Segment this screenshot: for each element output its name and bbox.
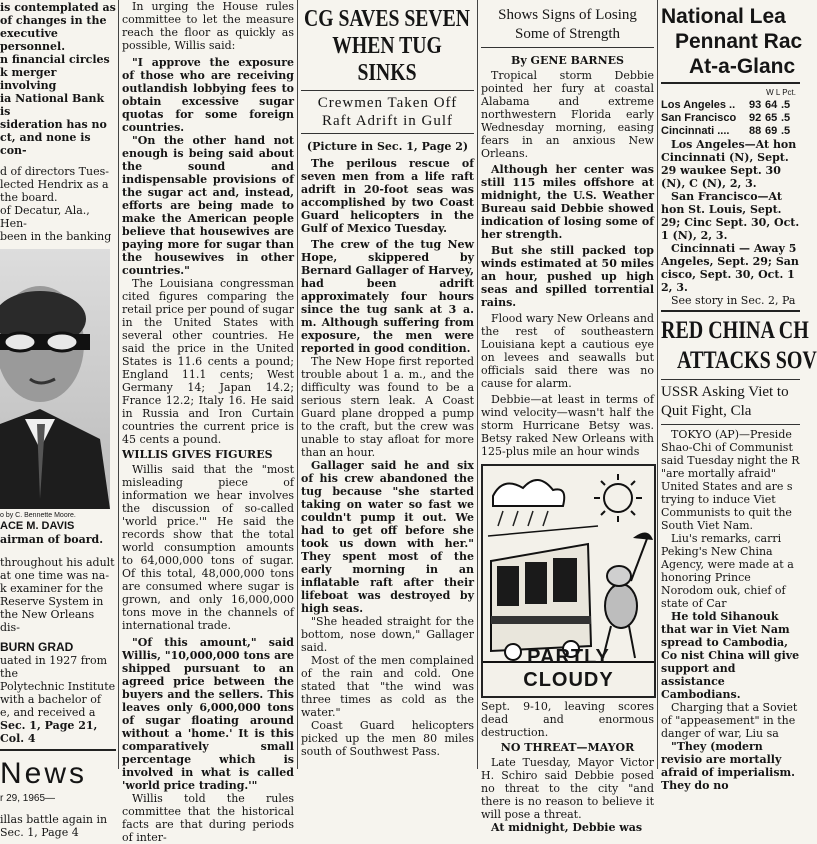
column-rule <box>477 0 478 769</box>
pennant-headline: National Lea Pennant Rac At-a-Glanc <box>661 5 803 78</box>
byline: By GENE BARNES <box>511 54 624 67</box>
grad-reference: Sec. 1, Page 21, Col. 4 <box>0 719 98 745</box>
section-divider <box>661 310 800 312</box>
willis-subhead: WILLIS GIVES FIGURES <box>122 448 273 461</box>
streetcar-cartoon <box>483 466 654 666</box>
paragraph: He told Sihanouk that war in Viet Nam spread to Cambodia, Co nist China will give support and assistance Cambodians. <box>661 610 800 701</box>
see-story-reference: See story in Sec. 2, Pa <box>671 294 796 307</box>
paragraph: The Louisiana congressman cited figures comparing the retail price per pound of sugar in the United States with several other countries. He said the price in the United States is 11.6 cents a pound; England 11.1 cents; West Germany 14; Japan 14.2; France 12.2; Italy 16. He said in Russia and Iron Curtain countries the current price is 45 cents a pound. <box>122 277 294 446</box>
col1-top-text: is contemplated as of changes in the executive personnel. n financial circles k merger involving ia National Bank is sideration has no ct, and none is con- <box>0 1 116 157</box>
paragraph: Late Tuesday, Mayor Victor H. Schiro said Debbie posed no threat to the city "and there is no reason to believe it will pose a threat. <box>481 756 654 821</box>
table-row: San Francisco 92 65 .5 <box>661 112 791 124</box>
paragraph: But she still packed top winds estimated at 50 miles an hour, pushed up high seas and spilled torrential rains. <box>481 244 654 309</box>
storm-deck: Shows Signs of Losing Some of Strength <box>498 7 637 42</box>
picture-reference: (Picture in Sec. 1, Page 2) <box>306 140 469 153</box>
column-rule <box>118 0 119 769</box>
column-1 <box>0 0 116 839</box>
table-row: Los Angeles .. 93 64 .5 <box>661 99 791 111</box>
schedule-paragraph: San Francisco—At hon St. Louis, Sept. 29; Cinc Sept. 30, Oct. 1 (N), 2, 3. <box>661 190 800 242</box>
paragraph: In urging the House rules committee to let the measure reach the floor as quickly as possible, Willis said: <box>122 0 294 52</box>
column-5 <box>661 0 817 792</box>
paragraph: Most of the men complained of the rain and cold. One stated that "the wind was three times as cold as the water." <box>301 654 474 719</box>
grad-subhead: BURN GRAD <box>0 640 74 654</box>
headline-rule <box>661 82 800 84</box>
china-headline: RED CHINA CH ATTACKS SOV <box>661 317 817 374</box>
quote-paragraph: "I approve the exposure of those who are receiving outlandish lobbying fees to obtain excessive sugar quotas for some foreign countries. <box>122 56 294 134</box>
standings-table <box>661 99 800 138</box>
mayor-subhead: NO THREAT—MAYOR <box>500 741 635 754</box>
china-deck: USSR Asking Viet to Quit Fight, Cla <box>661 384 789 419</box>
column-2 <box>122 0 294 844</box>
portrait-photo <box>0 249 110 509</box>
photo-name: ACE M. DAVIS <box>0 520 75 532</box>
paragraph: At midnight, Debbie was <box>491 821 643 834</box>
paragraph: Debbie—at least in terms of wind velocity—wasn't half the storm Hurricane Betsy was. Betsy raked New Orleans with 125-plus mile an hour winds <box>481 393 654 458</box>
deck-rule <box>661 424 800 425</box>
photo-title: airman of board. <box>0 533 104 546</box>
deck-rule <box>481 47 654 48</box>
headline-rule <box>301 90 474 91</box>
column-rule <box>297 0 298 769</box>
table-row: Cincinnati .... 88 69 .5 <box>661 125 791 137</box>
rescue-headline: CG SAVES SEVEN WHEN TUG SINKS <box>304 6 470 86</box>
column-3 <box>301 0 474 769</box>
deck-rule <box>301 133 474 134</box>
column-rule <box>657 0 658 769</box>
paragraph: Willis told the rules committee that the historical facts are that during periods of inter- <box>122 792 294 844</box>
col1-mid-text: d of directors Tues- lected Hendrix as a the board. of Decatur, Ala., Hen- been in the banking <box>0 165 112 243</box>
col1-bio: throughout his adult at one time was na- k examiner for the Reserve System in the New Orleans dis- <box>0 556 115 634</box>
paragraph: Flood wary New Orleans and the rest of southeastern Louisiana kept a cautious eye on levees and seawalls but officials said there was no cause for alarm. <box>481 312 654 390</box>
paragraph: Although her center was still 115 miles offshore at midnight, the U.S. Weather Bureau said Debbie showed indication of losing some of her strength. <box>481 163 654 241</box>
section-divider <box>0 749 116 751</box>
paragraph: "She headed straight for the bottom, nose down," Gallager said. <box>301 615 474 654</box>
paragraph: Charging that a Soviet of "appeasement" in the danger of war, Liu sa <box>661 701 798 740</box>
lead-paragraph: Tropical storm Debbie pointed her fury at coastal Alabama and extreme northwestern Florida early Wednesday morning, easing fears in an anxious New Orleans. <box>481 69 654 160</box>
quote-paragraph: "Of this amount," said Willis, "10,000,000 tons are shipped pursuant to an agreed price between the buyers and the sellers. This leaves only 6,000,000 tons of sugar floating around without a 'home.' It is this comparatively small percentage which is involved in what is called 'world price trading.'" <box>122 636 294 792</box>
col1-grad-text: uated in 1927 from the Polytechnic Institute with a bachelor of e, and received a <box>0 654 116 719</box>
lead-paragraph: TOKYO (AP)—Preside Shao-Chi of Communist said Tuesday night the R "are mortally afraid" United States and are s trying to induce Viet Communists to quit the South Viet Nam. <box>661 428 800 532</box>
standings-header: W L Pct. <box>766 88 796 97</box>
lead-paragraph: The perilous rescue of seven men from a life raft adrift in 20-foot seas was accomplished by two Coast Guard helicopters in the Gulf of Mexico Tuesday. <box>301 157 474 235</box>
quote-paragraph: Gallager said he and six of his crew abandoned the tug because "she started taking on water so fast we couldn't pump it out. We had to get off before she took us down with her." They spent most of the early morning in an inflatable raft after their lifeboat was destroyed by high seas. <box>301 459 474 615</box>
column-4 <box>481 0 654 834</box>
headline-rule <box>661 379 800 380</box>
paragraph: Liu's remarks, carri Peking's New China Agency, were made at a honoring Prince Norodom ouk, chief of state of Car <box>661 532 794 610</box>
weather-cartoon <box>481 464 656 698</box>
schedule-paragraph: Los Angeles—At hon Cincinnati (N), Sept. 29 waukee Sept. 30 (N), C (N), 2, 3. <box>661 138 797 190</box>
schedule-paragraph: Cincinnati — Away 5 Angeles, Sept. 29; San cisco, Sept. 30, Oct. 1 2, 3. <box>661 242 799 294</box>
quote-paragraph: "On the other hand not enough is being said about the sound and indispensable provisions of the sugar act and, instead, efforts are being made to make the American people believe that housewives are paying more for sugar than the housewives in other countries." <box>122 134 294 277</box>
paragraph: Sept. 9-10, leaving scores dead and enormous destruction. <box>481 700 654 739</box>
paragraph: Willis said that the "most misleading piece of information we hear involves the discussion of so-called 'world price.'" He said the records show that the total world consumption amounts to 64,000,000 tons of sugar. Of this total, 48,000,000 tons are consumed where sugar is grown, and only 16,000,000 tons move in the channels of international trade. <box>122 463 294 632</box>
paragraph: The crew of the tug New Hope, skippered by Bernard Gallager of Harvey, had been adrift approximately four hours since the tug sank at 3 a. m. Although suffering from exposure, the men were reported in good condition. <box>301 238 474 355</box>
paragraph: Coast Guard helicopters picked up the men 80 miles south of Southwest Pass. <box>301 719 474 758</box>
news-date: r 29, 1965— <box>0 793 56 804</box>
rescue-deck: Crewmen Taken Off Raft Adrift in Gulf <box>317 95 458 129</box>
cartoon-label: PARTLY CLOUDY <box>523 646 614 691</box>
news-heading: News <box>0 757 88 790</box>
paragraph: "They (modern revisio are mortally afraid of imperialism. They do no <box>661 740 796 792</box>
news-brief: illas battle again in Sec. 1, Page 4 <box>0 813 108 839</box>
paragraph: The New Hope first reported trouble about 1 a. m., and the difficulty was found to be a serious stern leak. A Coast Guard plane dropped a pump to the craft, but the crew was unable to stay afloat for more than an hour. <box>301 355 474 459</box>
portrait-illustration <box>0 249 110 509</box>
photo-credit: o by C. Bennette Moore. <box>0 512 76 519</box>
